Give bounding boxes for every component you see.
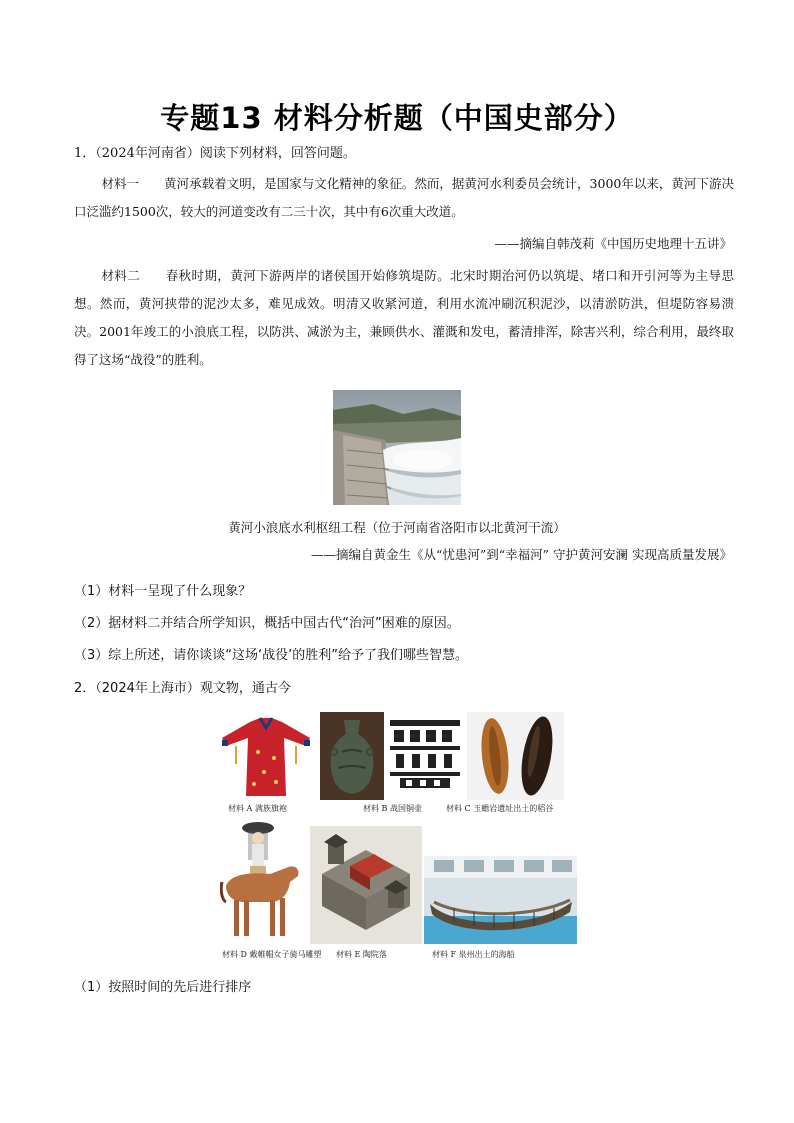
- bronze-pattern-rubbing: [386, 716, 464, 796]
- material-2-source: ——摘编自黄金生《从“忧患河”到“幸福河” 守护黄河安澜 实现高质量发展》: [310, 547, 732, 562]
- material-2-text: 春秋时期，黄河下游两岸的诸侯国开始修筑堤防。北宋时期治河仍以筑堤、堵口和开引河等为主导思想。然而，黄河挟带的泥沙太多，难见成效。明清又收紧河道，利用水流冲刷沉积泥沙，以清淤防洪，但堤防容易溃决。2001年竣工的小浪底工程，以防洪、减淤为主，兼顾供水、灌溉和发电，蓄清排浑，除害兴利，综合利用，最终取得了这场“战役”的胜利。: [74, 268, 734, 367]
- material-c-caption: 材料 C 玉蟾岩遗址出土的稻谷: [446, 804, 554, 813]
- pottery-courtyard-photo: [310, 826, 422, 944]
- material-e-caption: 材料 E 陶院落: [336, 950, 387, 959]
- manchu-robe-photo: [220, 712, 312, 800]
- material-2-label: 材料二: [101, 268, 141, 283]
- bronze-pot-photo: [320, 712, 384, 800]
- page-title: 专题13 材料分析题（中国史部分）: [160, 101, 634, 135]
- material-1-text: 黄河承载着文明，是国家与文化精神的象征。然而，据黄河水利委员会统计，3000年以来，黄河下游决口泛滥约1500次，较大的河道变改有二三十次，其中有6次重大改道。: [74, 176, 734, 219]
- question-1-2: （2）据材料二并结合所学知识，概括中国古代“治河”困难的原因。: [74, 616, 460, 631]
- material-1-source: ——摘编自韩茂莉《中国历史地理十五讲》: [494, 236, 732, 251]
- xiaolangdi-dam-photo: [333, 390, 461, 505]
- material-f-caption: 材料 F 泉州出土的海船: [432, 950, 515, 959]
- dam-photo-caption: 黄河小浪底水利枢纽工程（位于河南省洛阳市以北黄河干流）: [228, 520, 566, 535]
- female-rider-statue-photo: [220, 816, 308, 944]
- question-1-3: （3）综上所述，请你谈谈“这场‘战役’的胜利”给予了我们哪些智慧。: [74, 648, 469, 663]
- rice-grains-photo: [467, 712, 564, 800]
- question-2-1: （1）按照时间的先后进行排序: [74, 980, 252, 995]
- material-d-caption: 材料 D 戴帷帽女子骑马雕塑: [222, 950, 322, 959]
- material-1-label: 材料一: [101, 176, 140, 191]
- question-2-header: 2．（2024年上海市）观文物，通古今: [74, 681, 291, 696]
- quanzhou-ship-photo: [424, 856, 577, 944]
- material-1: [74, 170, 734, 226]
- material-a-caption: 材料 A 满族旗袍: [228, 804, 287, 813]
- question-1-header: 1．（2024年河南省）阅读下列材料，回答问题。: [74, 146, 356, 161]
- question-1-1: （1）材料一呈现了什么现象？: [74, 584, 252, 599]
- material-b-caption: 材料 B 战国铜壶: [363, 804, 422, 813]
- material-2: [74, 262, 734, 374]
